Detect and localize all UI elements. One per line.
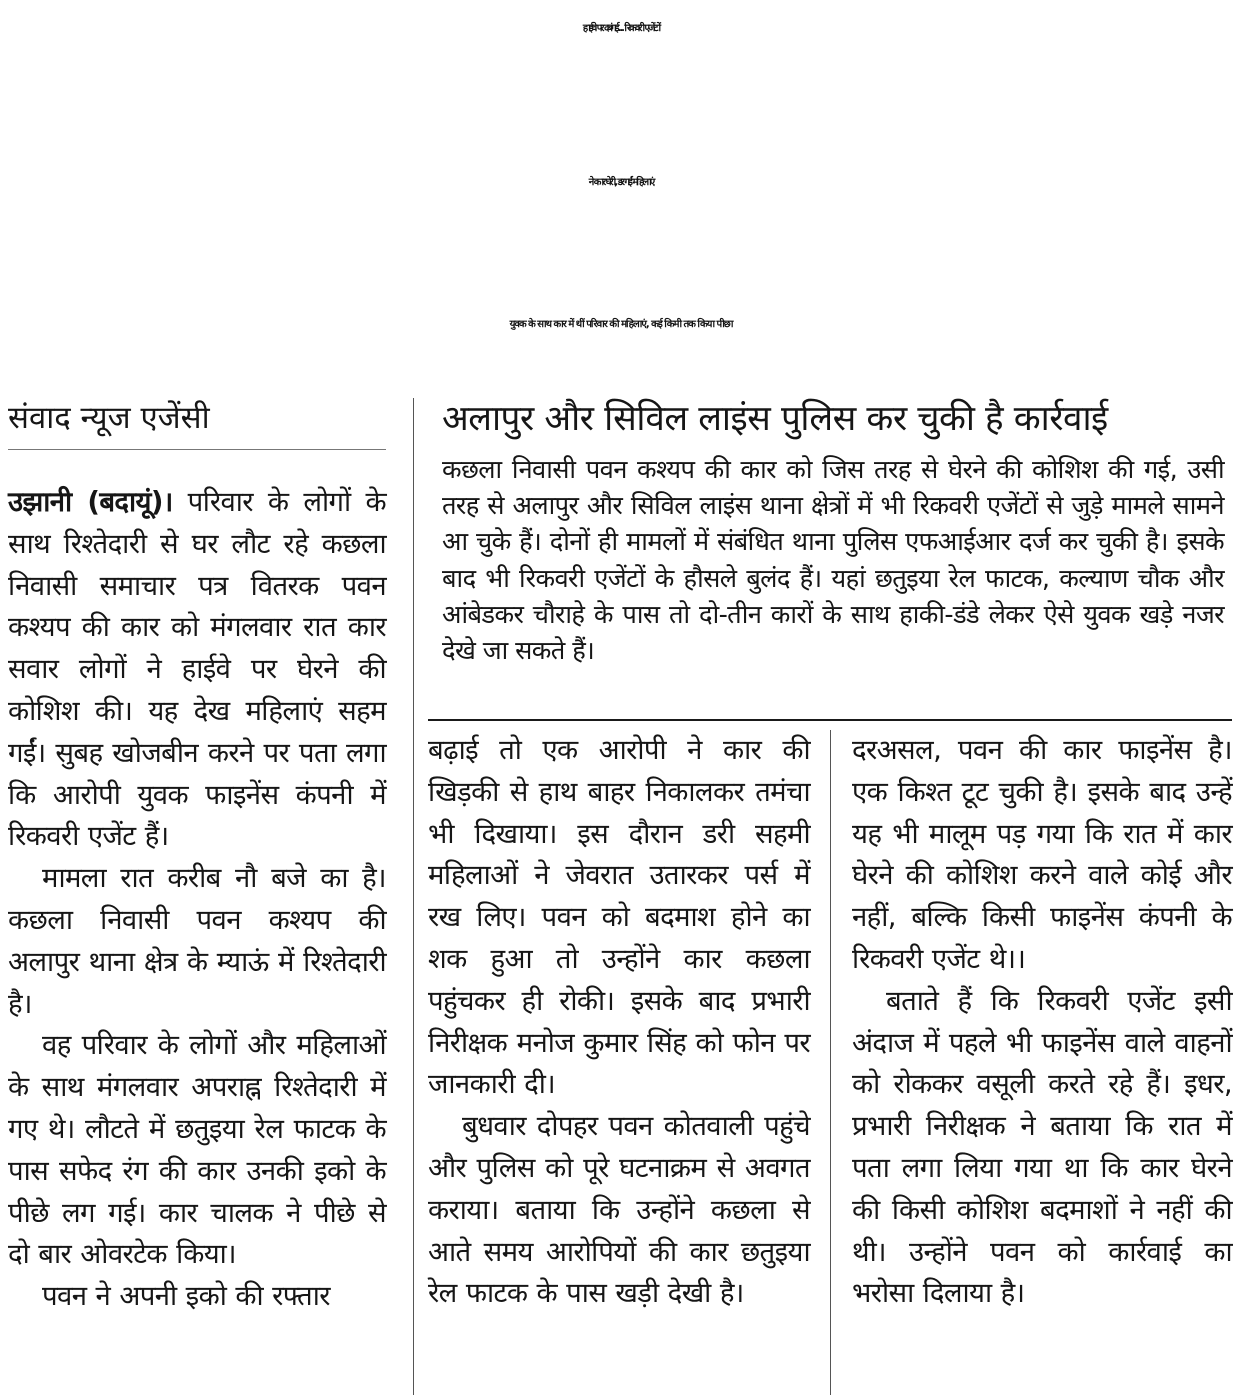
article-column-1 — [8, 482, 386, 1318]
column-divider-2 — [830, 730, 831, 1395]
paragraph-text: परिवार के लोगों के साथ रिश्तेदारी से घर लौट रहे कछला निवासी समाचार पत्र वितरक पवन कश्यप की कार को मंगलवार रात कार सवार लोगों ने हाईवे पर घेरने की कोशिश की। यह देख महिलाएं सहम गईं। सुबह खोजबीन करने पर पता लगा कि आरोपी युवक फाइनेंस कंपनी में रिकवरी एजेंट हैं। — [8, 486, 386, 853]
article-paragraph: मामला रात करीब नौ बजे का है। कछला निवासी पवन कश्यप की अलापुर थाना क्षेत्र के म्याऊं में रिश्तेदारी है। — [8, 862, 386, 1020]
article-paragraph: पवन ने अपनी इको की रफ्तार — [42, 1280, 330, 1313]
article-column-3 — [852, 730, 1232, 1315]
article-paragraph — [8, 482, 386, 858]
article-paragraph: बुधवार दोपहर पवन कोतवाली पहुंचे और पुलिस को पूरे घटनाक्रम से अवगत कराया। बताया कि उन्होंने कछला से आते समय आरोपियों की कार छतुइया रेल फाटक के पास खड़ी देखी है। — [428, 1110, 810, 1310]
dateline: उझानी (बदायूं)। — [8, 486, 173, 518]
sidebar-bottom-rule — [428, 719, 1232, 721]
sidebar-heading: अलापुर और सिविल लाइंस पुलिस कर चुकी है कार्रवाई — [442, 399, 1108, 439]
sidebar-body — [442, 452, 1224, 669]
column-divider-1 — [413, 398, 414, 1395]
article-paragraph: बताते हैं कि रिकवरी एजेंट इसी अंदाज में पहले भी फाइनेंस वाले वाहनों को रोककर वसूली करते रहे हैं। इधर, प्रभारी निरीक्षक ने बताया कि रात में पता लगा लिया गया था कि कार घेरने की किसी कोशिश बदमाशों ने नहीं की थी। उन्होंने पवन को कार्रवाई का भरोसा दिलाया है। — [852, 984, 1232, 1310]
article-paragraph: वह परिवार के लोगों और महिलाओं के साथ मंगलवार अपराह्न रिश्तेदारी में गए थे। लौटते में छतुइया रेल फाटक के पास सफेद रंग की कार उनकी इको के पीछे लग गई। कार चालक ने पीछे से दो बार ओवरटेक किया। — [8, 1029, 386, 1271]
byline: संवाद न्यूज एजेंसी — [8, 400, 210, 436]
sidebar-paragraph: कछला निवासी पवन कश्यप की कार को जिस तरह से घेरने की कोशिश की गई, उसी तरह से अलापुर और सिविल लाइंस थाना क्षेत्रों में भी रिकवरी एजेंटों से जुड़े मामले सामने आ चुके हैं। दोनों ही मामलों में संबंधित थाना पुलिस एफआईआर दर्ज कर चुकी है। इसके बाद भी रिकवरी एजेंटों के हौसले बुलंद हैं। यहां छतुइया रेल फाटक, कल्याण चौक और आंबेडकर चौराहे के पास तो दो-तीन कारों के साथ हाकी-डंडे लेकर ऐसे युवक खड़े नजर देखे जा सकते हैं। — [442, 455, 1224, 667]
subheadline: युवक के साथ कार में थीं परिवार की महिलाएं, कई किमी तक किया पीछा — [509, 319, 733, 330]
headline-line-2: ने कार घेरी, डर गईं महिलाएं — [588, 177, 654, 188]
byline-underline — [8, 449, 386, 450]
article-paragraph: बढ़ाई तो एक आरोपी ने कार की खिड़की से हाथ बाहर निकालकर तमंचा भी दिखाया। इस दौरान डरी सहमी महिलाओं ने जेवरात उतारकर पर्स में रख लिए। पवन को बदमाश होने का शक हुआ तो उन्होंने कार कछला पहुंचकर ही रोकी। इसके बाद प्रभारी निरीक्षक मनोज कुमार सिंह को फोन पर जानकारी दी। — [428, 734, 810, 1101]
article-column-2 — [428, 730, 810, 1315]
article-paragraph: दरअसल, पवन की कार फाइनेंस है। एक किश्त टूट चुकी है। इसके बाद उन्हें यह भी मालूम पड़ गया कि रात में कार घेरने की कोशिश करने वाले कोई और नहीं, बल्कि किसी फाइनेंस कंपनी के रिकवरी एजेंट थे।। — [852, 734, 1232, 975]
headline-line-1: हाईवे पर दबंगई... रिकवरी एजेंटों — [582, 23, 660, 34]
